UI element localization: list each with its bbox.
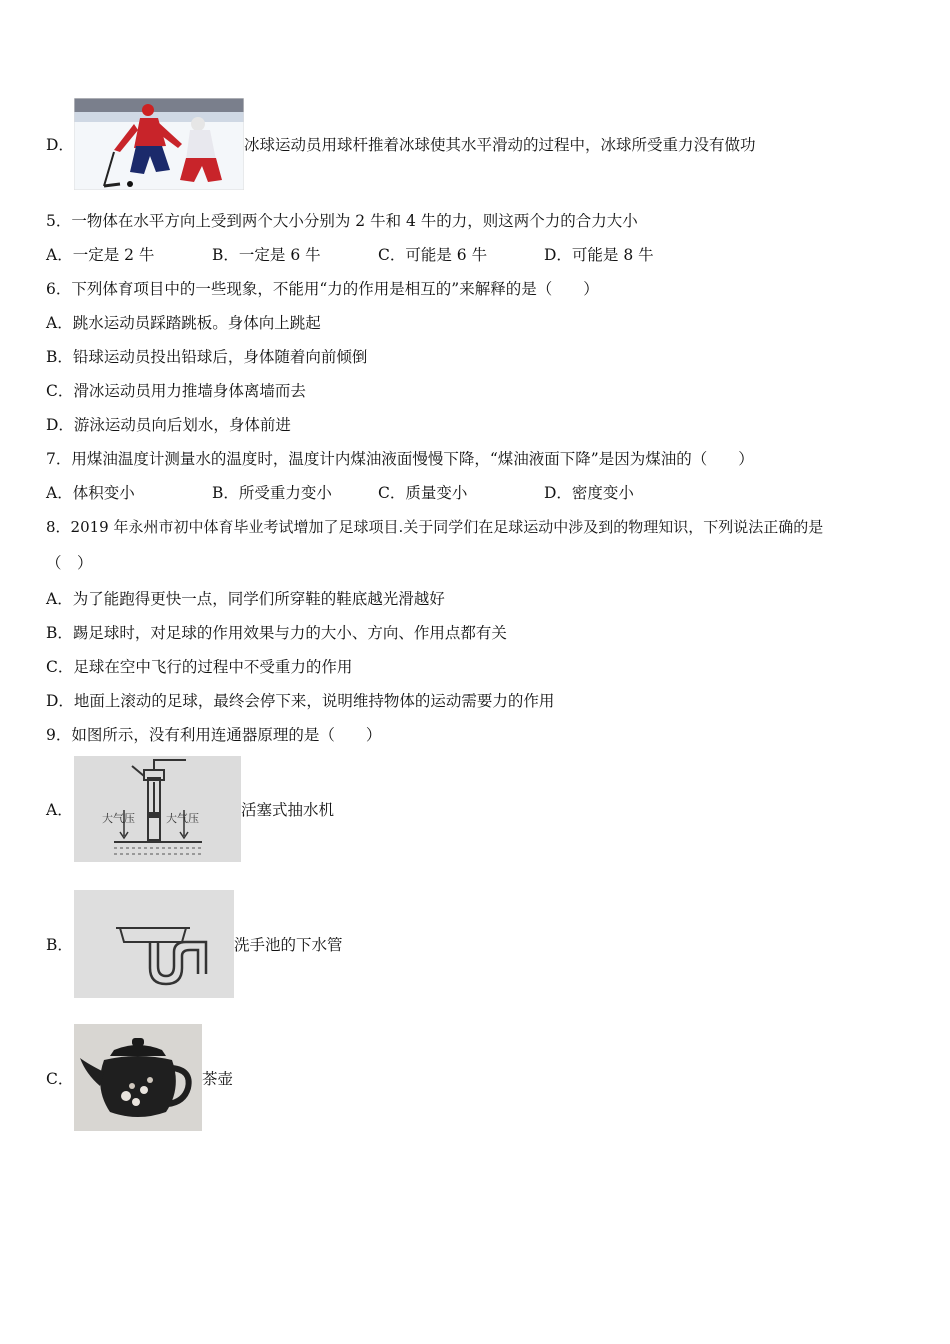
q5-option-a: A．一定是 2 牛 bbox=[46, 246, 155, 264]
q8-option-c: C．足球在空中飞行的过程中不受重力的作用 bbox=[46, 658, 353, 676]
q8-option-b: B．踢足球时，对足球的作用效果与力的大小、方向、作用点都有关 bbox=[46, 624, 507, 642]
teapot-photo bbox=[74, 1024, 202, 1131]
question-5-stem: 5．一物体在水平方向上受到两个大小分别为 2 牛和 4 牛的力，则这两个力的合力大小 bbox=[46, 212, 638, 230]
piston-pump-diagram bbox=[74, 756, 241, 862]
q9-option-c bbox=[46, 1024, 233, 1131]
question-8-stem-bracket: （ ） bbox=[46, 554, 93, 572]
q4-option-d bbox=[46, 98, 756, 190]
pressure-label-right: 大气压 bbox=[166, 812, 199, 825]
option-label: B． bbox=[46, 936, 73, 954]
question-9-stem: 9．如图所示，没有利用连通器原理的是（ ） bbox=[46, 726, 382, 744]
q9-option-a bbox=[46, 756, 334, 862]
ice-hockey-photo bbox=[74, 98, 244, 190]
option-label: D． bbox=[46, 136, 74, 154]
question-7-stem: 7．用煤油温度计测量水的温度时，温度计内煤油液面慢慢下降，“煤油液面下降”是因为煤油的（ ） bbox=[46, 450, 754, 468]
question-8-stem: 8．2019 年永州市初中体育毕业考试增加了足球项目.关于同学们在足球运动中涉及到的物理知识，下列说法正确的是 bbox=[46, 518, 824, 536]
q7-option-a: A．体积变小 bbox=[46, 484, 135, 502]
sink-drain-pipe-diagram bbox=[74, 890, 234, 998]
option-caption: 洗手池的下水管 bbox=[234, 936, 343, 954]
option-caption: 茶壶 bbox=[202, 1069, 234, 1088]
option-label: A． bbox=[46, 801, 73, 819]
q5-option-c: C．可能是 6 牛 bbox=[378, 246, 488, 264]
q9-option-b bbox=[46, 890, 343, 998]
question-5-options bbox=[46, 245, 654, 265]
q6-option-b: B．铅球运动员投出铅球后，身体随着向前倾倒 bbox=[46, 348, 368, 366]
q7-option-c: C．质量变小 bbox=[378, 484, 468, 502]
q8-option-a: A．为了能跑得更快一点，同学们所穿鞋的鞋底越光滑越好 bbox=[46, 590, 445, 608]
q8-option-d: D．地面上滚动的足球，最终会停下来，说明维持物体的运动需要力的作用 bbox=[46, 692, 555, 710]
q5-option-d: D．可能是 8 牛 bbox=[544, 246, 654, 264]
q7-option-d: D．密度变小 bbox=[544, 484, 634, 502]
q6-option-d: D．游泳运动员向后划水，身体前进 bbox=[46, 416, 291, 434]
option-label: C． bbox=[46, 1069, 74, 1088]
question-7-options bbox=[46, 483, 634, 503]
q6-option-c: C．滑冰运动员用力推墙身体离墙而去 bbox=[46, 382, 306, 400]
question-6-stem: 6．下列体育项目中的一些现象，不能用“力的作用是相互的”来解释的是（ ） bbox=[46, 280, 599, 298]
pressure-label-left: 大气压 bbox=[102, 812, 135, 825]
q7-option-b: B．所受重力变小 bbox=[212, 484, 332, 502]
q6-option-a: A．跳水运动员踩踏跳板。身体向上跳起 bbox=[46, 314, 321, 332]
q5-option-b: B．一定是 6 牛 bbox=[212, 246, 321, 264]
option-caption: 活塞式抽水机 bbox=[241, 801, 335, 819]
option-text: 冰球运动员用球杆推着冰球使其水平滑动的过程中，冰球所受重力没有做功 bbox=[244, 136, 756, 154]
